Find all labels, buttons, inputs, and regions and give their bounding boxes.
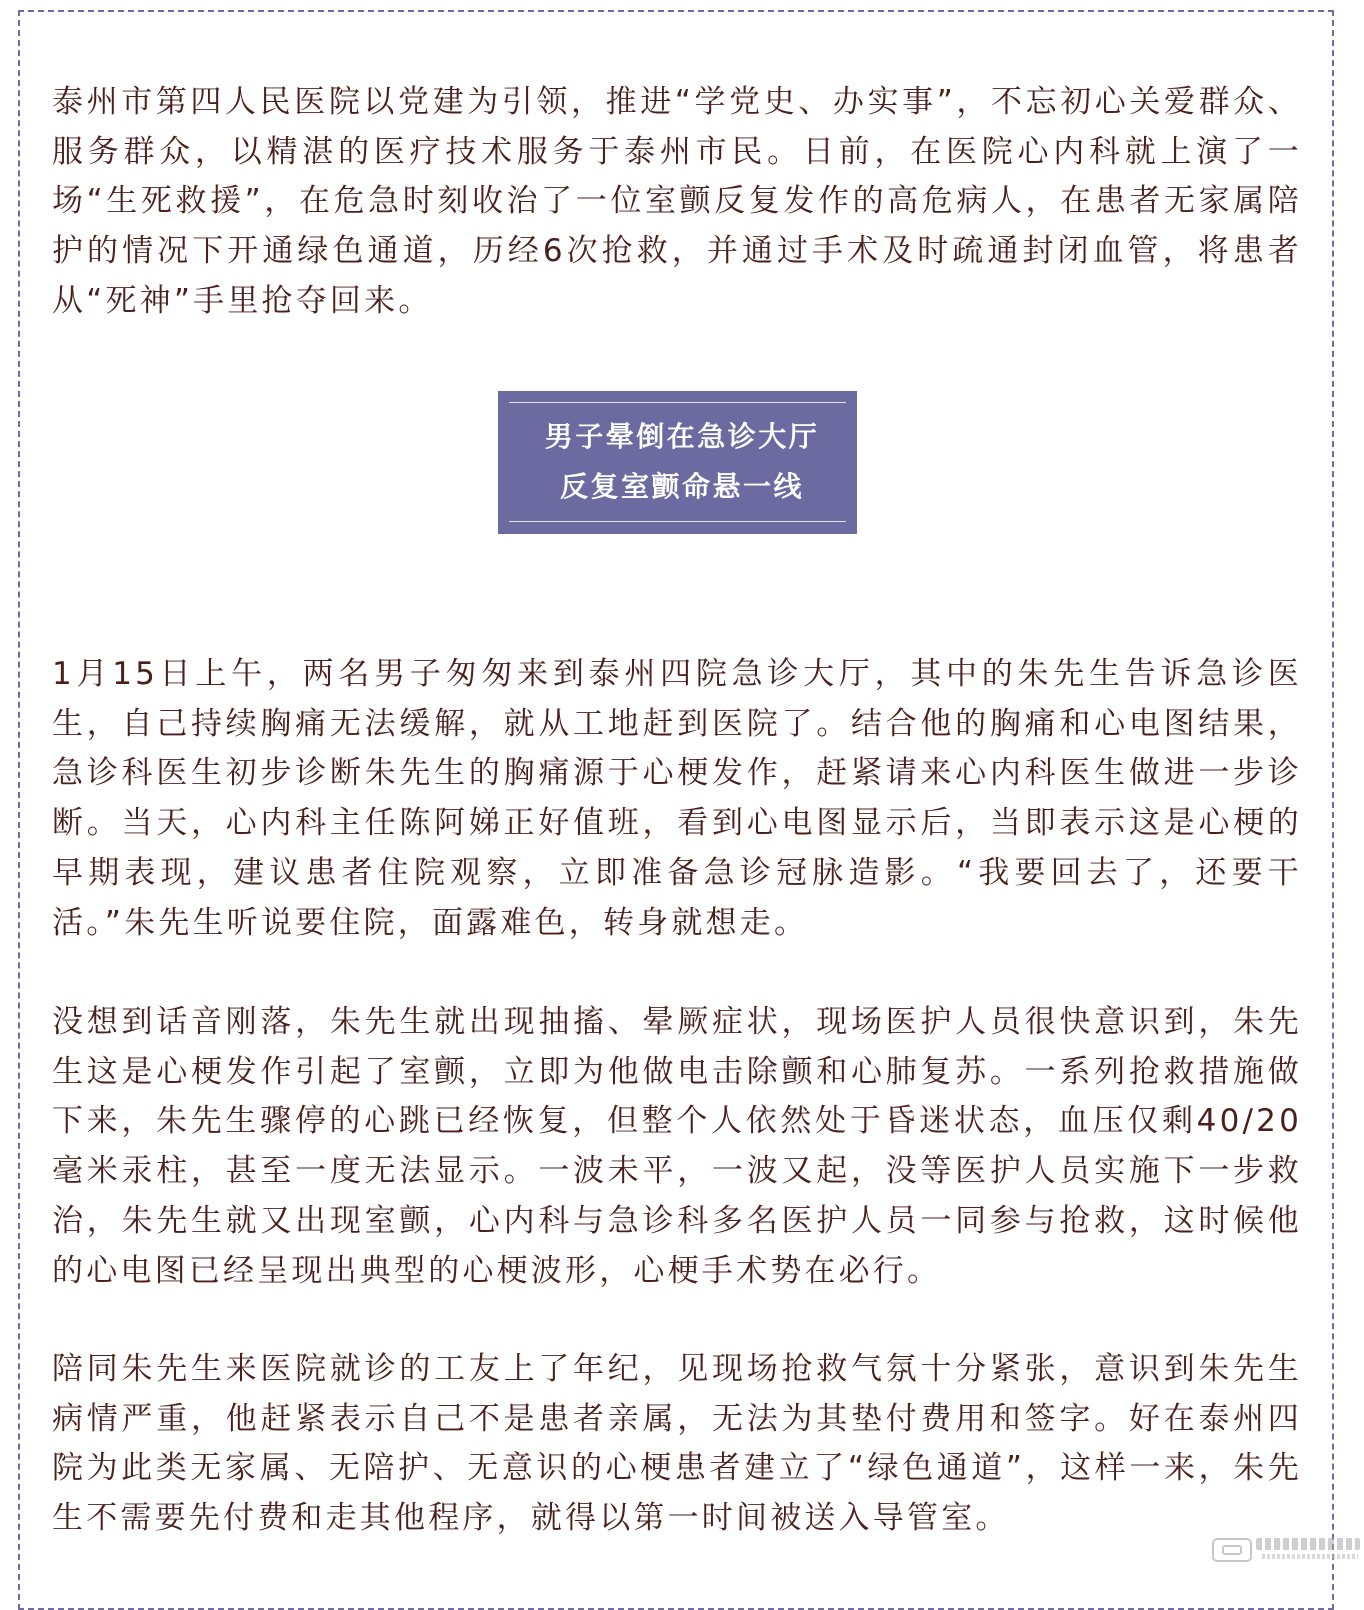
section-heading-box	[498, 391, 857, 534]
section-heading-line-1: 男子晕倒在急诊大厅	[544, 420, 820, 453]
logo-badge-icon	[1212, 1538, 1252, 1562]
site-logo-icon	[1212, 1532, 1362, 1566]
section-heading-line-2: 反复室颤命悬一线	[559, 470, 804, 503]
article-paragraph-4: 陪同朱先生来医院就诊的工友上了年纪，见现场抢救气氛十分紧张，意识到朱先生病情严重，他赶紧表示自己不是患者亲属，无法为其垫付费用和签字。好在泰州四院为此类无家属、无陪护、无意识的心梗患者建立了“绿色通道”，这样一来，朱先生不需要先付费和走其他程序，就得以第一时间被送入导管室。	[52, 1351, 1302, 1537]
article-paragraph-2: 1月15日上午，两名男子匆匆来到泰州四院急诊大厅，其中的朱先生告诉急诊医生，自己持续胸痛无法缓解，就从工地赶到医院了。结合他的胸痛和心电图结果，急诊科医生初步诊断朱先生的胸痛源于心梗发作，赶紧请来心内科医生做进一步诊断。当天，心内科主任陈阿娣正好值班，看到心电图显示后，当即表示这是心梗的早期表现，建议患者住院观察，立即准备急诊冠脉造影。“我要回去了，还要干活。”朱先生听说要住院，面露难色，转身就想走。	[52, 656, 1302, 941]
heading-bottom-rule	[509, 521, 846, 522]
article-paragraph-intro: 泰州市第四人民医院以党建为引领，推进“学党史、办实事”，不忘初心关爱群众、服务群众，以精湛的医疗技术服务于泰州市民。日前，在医院心内科就上演了一场“生死救援”，在危急时刻收治了一位室颤反复发作的高危病人，在患者无家属陪护的情况下开通绿色通道，历经6次抢救，并通过手术及时疏通封闭血管，将患者从“死神”手里抢夺回来。	[52, 84, 1302, 319]
logo-wordmark	[1256, 1538, 1360, 1550]
article-paragraph-3: 没想到话音刚落，朱先生就出现抽搐、晕厥症状，现场医护人员很快意识到，朱先生这是心梗发作引起了室颤，立即为他做电击除颤和心肺复苏。一系列抢救措施做下来，朱先生骤停的心跳已经恢复，但整个人依然处于昏迷状态，血压仅剩40/20毫米汞柱，甚至一度无法显示。一波未平，一波又起，没等医护人员实施下一步救治，朱先生就又出现室颤，心内科与急诊科多名医护人员一同参与抢救，这时候他的心电图已经呈现出典型的心梗波形，心梗手术势在必行。	[52, 1004, 1302, 1289]
logo-tagline	[1262, 1554, 1358, 1559]
heading-top-rule	[509, 402, 846, 403]
